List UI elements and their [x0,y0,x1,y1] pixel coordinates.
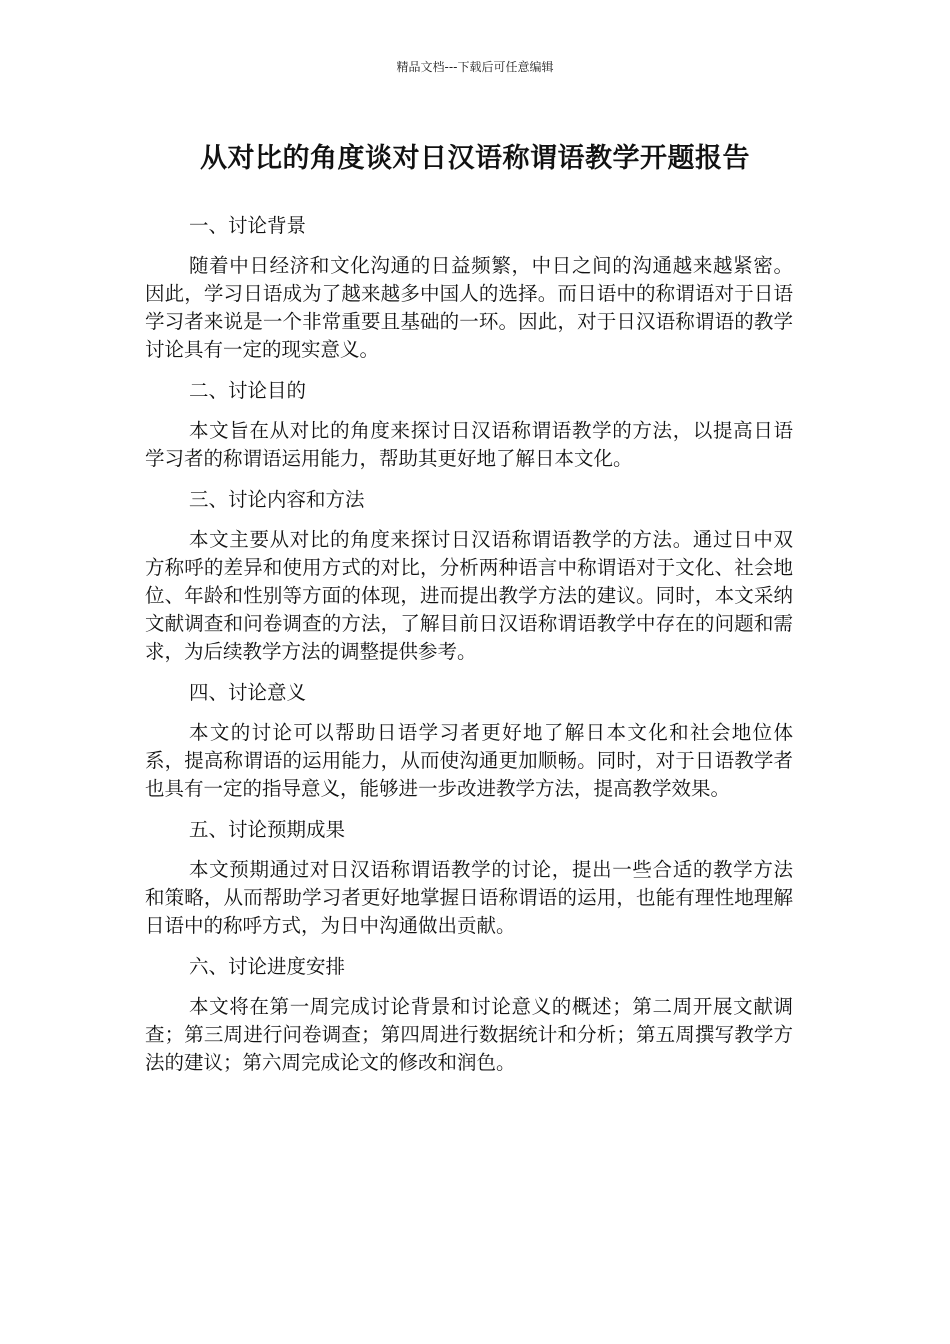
header-note: 精品文档---下载后可任意编辑 [396,60,554,74]
section-heading: 一、讨论背景 [189,214,307,237]
section-heading: 三、讨论内容和方法 [189,488,365,511]
section-significance [145,679,805,803]
document-title: 从对比的角度谈对日汉语称谓语教学开题报告 [200,143,750,174]
document-body [145,212,805,1090]
section-paragraph: 本文的讨论可以帮助日语学习者更好地了解日本文化和社会地位体系，提高称谓语的运用能力，从而使沟通更加顺畅。同时，对于日语教学者也具有一定的指导意义，能够进一步改进教学方法，提高教学效果。 [145,721,793,800]
section-heading: 二、讨论目的 [189,379,307,402]
section-expected-results [145,816,805,940]
section-content-methods [145,486,805,666]
section-paragraph: 随着中日经济和文化沟通的日益频繁，中日之间的沟通越来越紧密。因此，学习日语成为了越来越多中国人的选择。而日语中的称谓语对于日语学习者来说是一个非常重要且基础的一环。因此，对于日汉语称谓语的教学讨论具有一定的现实意义。 [145,254,793,361]
section-schedule [145,953,805,1077]
section-paragraph: 本文主要从对比的角度来探讨日汉语称谓语教学的方法。通过日中双方称呼的差异和使用方式的对比，分析两种语言中称谓语对于文化、社会地位、年龄和性别等方面的体现，进而提出教学方法的建议。同时，本文采纳文献调查和问卷调查的方法，了解目前日汉语称谓语教学中存在的问题和需求，为后续教学方法的调整提供参考。 [145,528,793,663]
section-purpose [145,377,805,473]
section-heading: 四、讨论意义 [189,681,307,704]
section-paragraph: 本文旨在从对比的角度来探讨日汉语称谓语教学的方法，以提高日语学习者的称谓语运用能力，帮助其更好地了解日本文化。 [145,419,793,470]
section-paragraph: 本文将在第一周完成讨论背景和讨论意义的概述；第二周开展文献调查；第三周进行问卷调查；第四周进行数据统计和分析；第五周撰写教学方法的建议；第六周完成论文的修改和润色。 [145,995,793,1074]
section-paragraph: 本文预期通过对日汉语称谓语教学的讨论，提出一些合适的教学方法和策略，从而帮助学习者更好地掌握日语称谓语的运用，也能有理性地理解日语中的称呼方式，为日中沟通做出贡献。 [145,858,793,937]
section-background [145,212,805,364]
section-heading: 五、讨论预期成果 [189,818,346,841]
section-heading: 六、讨论进度安排 [189,955,346,978]
